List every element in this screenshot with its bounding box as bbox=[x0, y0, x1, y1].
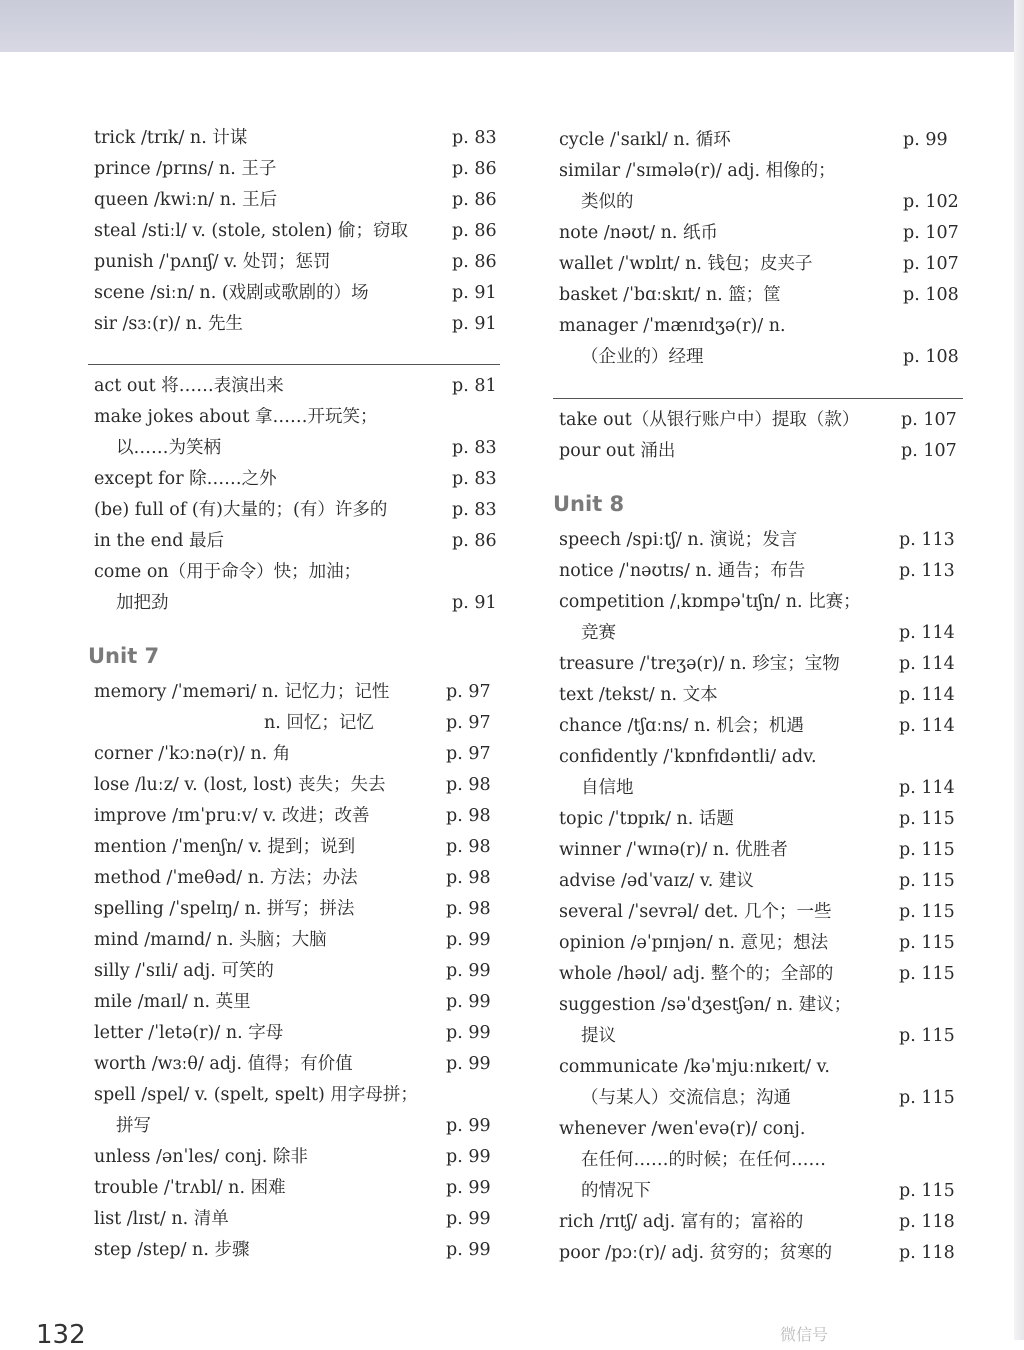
vocab-entry bbox=[88, 1205, 500, 1233]
entry-text: method /ˈmeθəd/ n. 方法；办法 bbox=[94, 868, 358, 888]
unit-heading: Unit 8 bbox=[553, 492, 625, 516]
vocab-entry bbox=[88, 1081, 500, 1109]
vocab-entry bbox=[553, 619, 963, 647]
entry-text: whenever /wenˈevə(r)/ conj. bbox=[559, 1119, 806, 1139]
vocab-entry bbox=[553, 1208, 963, 1236]
entry-text: punish /ˈpʌnɪʃ/ v. 处罚；惩罚 bbox=[94, 252, 331, 272]
entry-page-ref: p. 86 bbox=[452, 190, 497, 210]
vocab-entry bbox=[88, 988, 500, 1016]
entry-page-ref: p. 107 bbox=[903, 254, 959, 274]
section-divider bbox=[88, 364, 500, 365]
entry-page-ref: p. 107 bbox=[901, 410, 957, 430]
entry-text: mention /ˈmenʃn/ v. 提到；说到 bbox=[94, 837, 356, 857]
entry-page-ref: p. 114 bbox=[899, 654, 955, 674]
vocab-entry bbox=[553, 219, 963, 247]
vocab-entry bbox=[553, 250, 963, 278]
vocab-entry bbox=[553, 867, 963, 895]
entry-page-ref: p. 108 bbox=[903, 347, 959, 367]
vocab-entry bbox=[553, 526, 963, 554]
entry-text: cycle /ˈsaɪkl/ n. 循环 bbox=[559, 130, 731, 150]
entry-text: spell /spel/ v. (spelt, spelt) 用字母拼； bbox=[94, 1085, 418, 1105]
entry-page-ref: p. 99 bbox=[903, 130, 948, 150]
entry-text: mile /maɪl/ n. 英里 bbox=[94, 992, 251, 1012]
entry-text: 拼写 bbox=[116, 1116, 151, 1136]
entry-text: 竞赛 bbox=[581, 623, 616, 643]
entry-text: list /lɪst/ n. 清单 bbox=[94, 1209, 229, 1229]
entry-text: mind /maɪnd/ n. 头脑；大脑 bbox=[94, 930, 327, 950]
entry-text: 类似的 bbox=[581, 192, 634, 212]
unit-heading: Unit 7 bbox=[88, 644, 160, 668]
entry-text: trick /trɪk/ n. 计谋 bbox=[94, 128, 248, 148]
vocab-entry bbox=[88, 1143, 500, 1171]
entry-page-ref: p. 115 bbox=[899, 1026, 955, 1046]
entry-page-ref: p. 99 bbox=[446, 1147, 491, 1167]
vocab-entry bbox=[88, 709, 500, 737]
vocab-entry bbox=[553, 343, 963, 371]
entry-text: topic /ˈtɒpɪk/ n. 话题 bbox=[559, 809, 734, 829]
entry-page-ref: p. 99 bbox=[446, 1023, 491, 1043]
entry-page-ref: p. 98 bbox=[446, 899, 491, 919]
entry-text: basket /ˈbɑːskɪt/ n. 篮；筐 bbox=[559, 285, 781, 305]
entry-page-ref: p. 83 bbox=[452, 500, 497, 520]
entry-text: queen /kwiːn/ n. 王后 bbox=[94, 190, 278, 210]
vocab-entry bbox=[88, 802, 500, 830]
entry-text: 在任何……的时候；在任何…… bbox=[581, 1150, 826, 1170]
entry-page-ref: p. 98 bbox=[446, 775, 491, 795]
vocab-entry bbox=[553, 126, 963, 154]
vocab-entry bbox=[553, 743, 963, 771]
vocab-entry bbox=[88, 957, 500, 985]
entry-text: scene /siːn/ n. (戏剧或歌剧的）场 bbox=[94, 283, 369, 303]
entry-text: in the end 最后 bbox=[94, 531, 225, 551]
entry-text: （与某人）交流信息；沟通 bbox=[581, 1088, 791, 1108]
entry-page-ref: p. 99 bbox=[446, 1240, 491, 1260]
entry-page-ref: p. 98 bbox=[446, 868, 491, 888]
entry-page-ref: p. 115 bbox=[899, 1181, 955, 1201]
entry-page-ref: p. 114 bbox=[899, 623, 955, 643]
vocab-entry bbox=[88, 864, 500, 892]
vocab-entry bbox=[553, 281, 963, 309]
vocab-entry bbox=[88, 1019, 500, 1047]
entry-page-ref: p. 115 bbox=[899, 933, 955, 953]
entry-text: memory /ˈmeməri/ n. 记忆力；记性 bbox=[94, 682, 390, 702]
entry-text: winner /ˈwɪnə(r)/ n. 优胜者 bbox=[559, 840, 788, 860]
entry-text: 的情况下 bbox=[581, 1181, 651, 1201]
entry-text: 以……为笑柄 bbox=[116, 438, 221, 458]
entry-text: improve /ɪmˈpruːv/ v. 改进；改善 bbox=[94, 806, 370, 826]
entry-text: silly /ˈsɪli/ adj. 可笑的 bbox=[94, 961, 274, 981]
vocab-entry bbox=[88, 496, 500, 524]
vocab-entry bbox=[88, 434, 500, 462]
entry-text: trouble /ˈtrʌbl/ n. 困难 bbox=[94, 1178, 286, 1198]
entry-text: similar /ˈsɪmələ(r)/ adj. 相像的； bbox=[559, 161, 836, 181]
entry-page-ref: p. 115 bbox=[899, 902, 955, 922]
vocab-entry bbox=[553, 188, 963, 216]
vocab-entry bbox=[88, 1050, 500, 1078]
vocab-entry bbox=[553, 991, 963, 1019]
vocab-entry bbox=[88, 217, 500, 245]
entry-page-ref: p. 115 bbox=[899, 1088, 955, 1108]
entry-page-ref: p. 115 bbox=[899, 964, 955, 984]
vocab-entry bbox=[88, 926, 500, 954]
entry-page-ref: p. 99 bbox=[446, 1116, 491, 1136]
entry-text: text /tekst/ n. 文本 bbox=[559, 685, 718, 705]
entry-page-ref: p. 114 bbox=[899, 716, 955, 736]
vocab-entry bbox=[553, 1177, 963, 1205]
entry-text: except for 除……之外 bbox=[94, 469, 277, 489]
entry-page-ref: p. 99 bbox=[446, 961, 491, 981]
entry-text: step /step/ n. 步骤 bbox=[94, 1240, 250, 1260]
vocab-entry bbox=[553, 406, 963, 434]
entry-page-ref: p. 102 bbox=[903, 192, 959, 212]
vocab-entry bbox=[553, 1084, 963, 1112]
entry-text: wallet /ˈwɒlɪt/ n. 钱包；皮夹子 bbox=[559, 254, 813, 274]
entry-text: worth /wɜːθ/ adj. 值得；有价值 bbox=[94, 1054, 353, 1074]
entry-text: corner /ˈkɔːnə(r)/ n. 角 bbox=[94, 744, 291, 764]
entry-text: （企业的）经理 bbox=[581, 347, 704, 367]
vocab-entry bbox=[88, 155, 500, 183]
entry-text: confidently /ˈkɒnfɪdəntli/ adv. bbox=[559, 747, 817, 767]
entry-text: notice /ˈnəʊtɪs/ n. 通告；布告 bbox=[559, 561, 806, 581]
entry-page-ref: p. 98 bbox=[446, 806, 491, 826]
vocab-entry bbox=[553, 805, 963, 833]
vocab-entry bbox=[553, 588, 963, 616]
entry-text: suggestion /səˈdʒestʃən/ n. 建议； bbox=[559, 995, 852, 1015]
entry-page-ref: p. 86 bbox=[452, 531, 497, 551]
vocab-entry bbox=[553, 437, 963, 465]
vocab-entry bbox=[88, 527, 500, 555]
entry-text: poor /pɔː(r)/ adj. 贫穷的；贫寒的 bbox=[559, 1243, 833, 1263]
entry-text: sir /sɜː(r)/ n. 先生 bbox=[94, 314, 244, 334]
vocab-entry bbox=[553, 1115, 963, 1143]
vocab-entry bbox=[88, 558, 500, 586]
vocab-entry bbox=[553, 774, 963, 802]
entry-text: 自信地 bbox=[581, 778, 634, 798]
entry-text: 提议 bbox=[581, 1026, 616, 1046]
vocab-entry bbox=[553, 712, 963, 740]
entry-page-ref: p. 86 bbox=[452, 159, 497, 179]
vocab-entry bbox=[553, 1146, 963, 1174]
page-edge-shadow bbox=[1014, 0, 1024, 1340]
entry-text: prince /prɪns/ n. 王子 bbox=[94, 159, 277, 179]
vocab-entry bbox=[553, 1022, 963, 1050]
entry-page-ref: p. 83 bbox=[452, 438, 497, 458]
entry-text: make jokes about 拿……开玩笑； bbox=[94, 407, 378, 427]
entry-page-ref: p. 115 bbox=[899, 809, 955, 829]
entry-page-ref: p. 99 bbox=[446, 1209, 491, 1229]
entry-page-ref: p. 97 bbox=[446, 713, 491, 733]
section-divider bbox=[553, 398, 963, 399]
entry-text: unless /ənˈles/ conj. 除非 bbox=[94, 1147, 308, 1167]
vocab-entry bbox=[88, 403, 500, 431]
entry-text: whole /həʊl/ adj. 整个的；全部的 bbox=[559, 964, 834, 984]
vocab-entry bbox=[553, 1239, 963, 1267]
entry-text: pour out 涌出 bbox=[559, 441, 676, 461]
entry-text: rich /rɪtʃ/ adj. 富有的；富裕的 bbox=[559, 1212, 804, 1232]
vocab-entry bbox=[88, 310, 500, 338]
entry-text: chance /tʃɑːns/ n. 机会；机遇 bbox=[559, 716, 804, 736]
entry-page-ref: p. 114 bbox=[899, 778, 955, 798]
entry-text: communicate /kəˈmjuːnɪkeɪt/ v. bbox=[559, 1057, 830, 1077]
entry-text: come on（用于命令）快；加油； bbox=[94, 562, 362, 582]
vocab-entry bbox=[88, 740, 500, 768]
entry-text: lose /luːz/ v. (lost, lost) 丧失；失去 bbox=[94, 775, 386, 795]
entry-page-ref: p. 83 bbox=[452, 469, 497, 489]
vocab-entry bbox=[553, 836, 963, 864]
vocab-entry bbox=[553, 929, 963, 957]
entry-text: spelling /ˈspelɪŋ/ n. 拼写；拼法 bbox=[94, 899, 355, 919]
vocab-entry bbox=[553, 681, 963, 709]
entry-page-ref: p. 118 bbox=[899, 1243, 955, 1263]
vocab-entry bbox=[88, 833, 500, 861]
vocab-entry bbox=[553, 157, 963, 185]
entry-text: take out（从银行账户中）提取（款） bbox=[559, 410, 860, 430]
entry-page-ref: p. 91 bbox=[452, 283, 497, 303]
watermark-text: 微信号 bbox=[780, 1325, 829, 1344]
entry-text: 加把劲 bbox=[116, 593, 169, 613]
entry-page-ref: p. 91 bbox=[452, 314, 497, 334]
entry-page-ref: p. 99 bbox=[446, 992, 491, 1012]
vocab-entry bbox=[553, 650, 963, 678]
entry-page-ref: p. 107 bbox=[903, 223, 959, 243]
entry-text: competition /ˌkɒmpəˈtɪʃn/ n. 比赛； bbox=[559, 592, 861, 612]
entry-text: opinion /əˈpɪnjən/ n. 意见；想法 bbox=[559, 933, 829, 953]
entry-page-ref: p. 81 bbox=[452, 376, 497, 396]
page-number: 132 bbox=[36, 1320, 86, 1350]
vocab-entry bbox=[88, 279, 500, 307]
entry-page-ref: p. 86 bbox=[452, 252, 497, 272]
entry-text: note /nəʊt/ n. 纸币 bbox=[559, 223, 719, 243]
entry-page-ref: p. 108 bbox=[903, 285, 959, 305]
entry-page-ref: p. 107 bbox=[901, 441, 957, 461]
vocab-entry bbox=[88, 248, 500, 276]
vocab-entry bbox=[88, 186, 500, 214]
entry-page-ref: p. 86 bbox=[452, 221, 497, 241]
entry-page-ref: p. 113 bbox=[899, 530, 955, 550]
vocab-entry bbox=[553, 1053, 963, 1081]
entry-text: n. 回忆；记忆 bbox=[264, 713, 374, 733]
entry-text: treasure /ˈtreʒə(r)/ n. 珍宝；宝物 bbox=[559, 654, 840, 674]
vocab-entry bbox=[88, 465, 500, 493]
entry-page-ref: p. 115 bbox=[899, 871, 955, 891]
entry-page-ref: p. 114 bbox=[899, 685, 955, 705]
entry-text: act out 将……表演出来 bbox=[94, 376, 284, 396]
entry-text: advise /ədˈvaɪz/ v. 建议 bbox=[559, 871, 754, 891]
vocab-entry bbox=[553, 898, 963, 926]
entry-page-ref: p. 97 bbox=[446, 744, 491, 764]
vocab-entry bbox=[88, 771, 500, 799]
entry-page-ref: p. 97 bbox=[446, 682, 491, 702]
top-margin-band bbox=[0, 0, 1024, 52]
vocab-entry bbox=[88, 678, 500, 706]
entry-text: speech /spiːtʃ/ n. 演说；发言 bbox=[559, 530, 798, 550]
entry-text: several /ˈsevrəl/ det. 几个；一些 bbox=[559, 902, 832, 922]
vocab-entry bbox=[88, 589, 500, 617]
entry-text: (be) full of (有)大量的；(有）许多的 bbox=[94, 500, 388, 520]
vocab-entry bbox=[553, 960, 963, 988]
entry-page-ref: p. 99 bbox=[446, 1054, 491, 1074]
vocab-entry bbox=[553, 557, 963, 585]
entry-text: steal /stiːl/ v. (stole, stolen) 偷；窃取 bbox=[94, 221, 408, 241]
entry-page-ref: p. 113 bbox=[899, 561, 955, 581]
vocab-entry bbox=[88, 1236, 500, 1264]
entry-page-ref: p. 115 bbox=[899, 840, 955, 860]
vocab-entry bbox=[88, 895, 500, 923]
vocab-entry bbox=[88, 372, 500, 400]
entry-page-ref: p. 118 bbox=[899, 1212, 955, 1232]
vocab-entry bbox=[553, 312, 963, 340]
entry-page-ref: p. 99 bbox=[446, 930, 491, 950]
entry-page-ref: p. 83 bbox=[452, 128, 497, 148]
entry-text: letter /ˈletə(r)/ n. 字母 bbox=[94, 1023, 284, 1043]
entry-text: manager /ˈmænɪdʒə(r)/ n. bbox=[559, 316, 786, 336]
vocab-entry bbox=[88, 124, 500, 152]
entry-page-ref: p. 98 bbox=[446, 837, 491, 857]
vocab-entry bbox=[88, 1112, 500, 1140]
entry-page-ref: p. 99 bbox=[446, 1178, 491, 1198]
entry-page-ref: p. 91 bbox=[452, 593, 497, 613]
vocab-entry bbox=[88, 1174, 500, 1202]
